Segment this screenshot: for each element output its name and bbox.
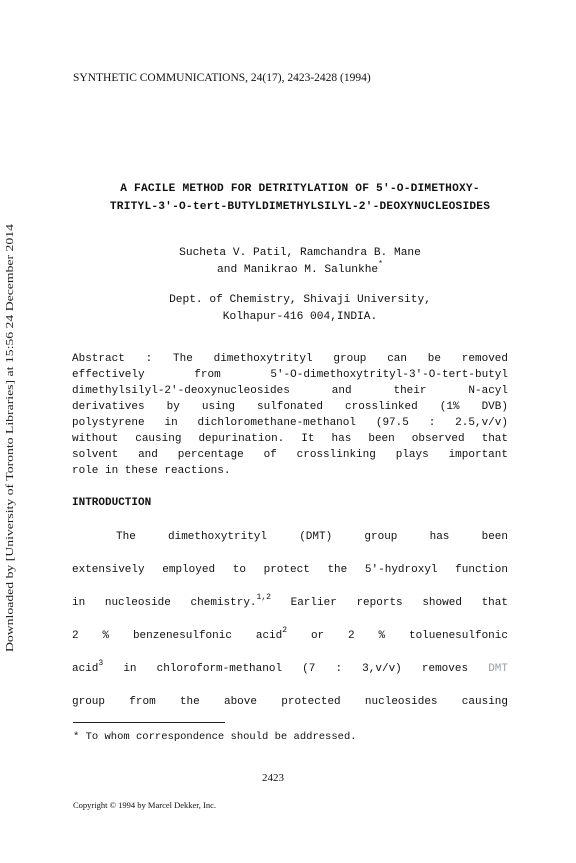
introduction-body — [72, 530, 508, 728]
abstract-line: role in these reactions. — [72, 465, 231, 477]
intro-line — [72, 593, 508, 629]
abstract-line: derivatives by using sulfonated crosslinked (1% DVB) — [72, 401, 508, 413]
abstract-line: without causing depurination. It has been observed that — [72, 433, 508, 445]
abstract — [72, 351, 508, 479]
affiliation-line-2: Kolhapur-416 004,INDIA. — [222, 311, 378, 323]
abstract-line: solvent and percentage of crosslinking plays important — [72, 449, 508, 461]
footnote: * To whom correspondence should be addressed. — [73, 731, 357, 743]
intro-line — [72, 659, 508, 695]
citation: 2 — [282, 626, 288, 635]
intro-text: in nucleoside chemistry. — [72, 597, 257, 609]
abstract-line: effectively from 5'-O-dimethoxytrityl-3'-O-tert-butyl — [72, 369, 508, 381]
corresponding-author-mark: * — [378, 260, 383, 269]
title-line-1: A FACILE METHOD FOR DETRITYLATION OF 5'-O-DIMETHOXY- — [120, 183, 480, 195]
abstract-line: Abstract : The dimethoxytrityl group can be removed — [72, 353, 508, 365]
intro-text: or 2 % toluenesulfonic — [310, 630, 508, 642]
article-title — [60, 180, 540, 216]
affiliation-line-1: Dept. of Chemistry, Shivaji University, — [169, 294, 431, 306]
intro-line — [72, 626, 508, 662]
intro-text: in chloroform-methanol (7 : 3,v/v) removes — [123, 663, 469, 675]
intro-line: group from the above protected nucleosides causing — [72, 696, 508, 708]
abstract-line: dimethylsilyl-2'-deoxynucleosides and their N-acyl — [72, 385, 508, 397]
download-watermark-text: Downloaded by [University of Toronto Libraries] at 15:56 24 December 2014 — [5, 324, 16, 652]
affiliation — [60, 292, 540, 326]
intro-text-faint: DMT — [488, 663, 508, 675]
section-heading-introduction: INTRODUCTION — [72, 497, 152, 509]
page-number: 2423 — [262, 772, 284, 784]
journal-header: SYNTHETIC COMMUNICATIONS, 24(17), 2423-2428 (1994) — [73, 72, 371, 84]
download-watermark — [2, 222, 18, 652]
authors-line-2 — [60, 262, 540, 279]
title-line-2: TRITYL-3'-O-tert-BUTYLDIMETHYLSILYL-2'-DEOXYNUCLEOSIDES — [109, 201, 491, 213]
intro-text: acid — [72, 663, 99, 675]
authors-line-1: Sucheta V. Patil, Ramchandra B. Mane — [179, 247, 421, 259]
abstract-line: polystyrene in dichloromethane-methanol (97.5 : 2.5,v/v) — [72, 417, 508, 429]
intro-text: Earlier reports showed that — [290, 597, 508, 609]
authors — [60, 245, 540, 279]
intro-text: 2 % benzenesulfonic acid — [72, 630, 283, 642]
intro-line: The dimethoxytrityl (DMT) group has been — [116, 531, 508, 543]
intro-line: extensively employed to protect the 5'-hydroxyl function — [72, 564, 508, 576]
authors-line-2-text: and Manikrao M. Salunkhe — [217, 264, 379, 276]
footnote-rule — [73, 722, 225, 723]
citation: 1,2 — [256, 593, 271, 602]
copyright-notice: Copyright © 1994 by Marcel Dekker, Inc. — [73, 800, 217, 810]
citation: 3 — [98, 659, 104, 668]
